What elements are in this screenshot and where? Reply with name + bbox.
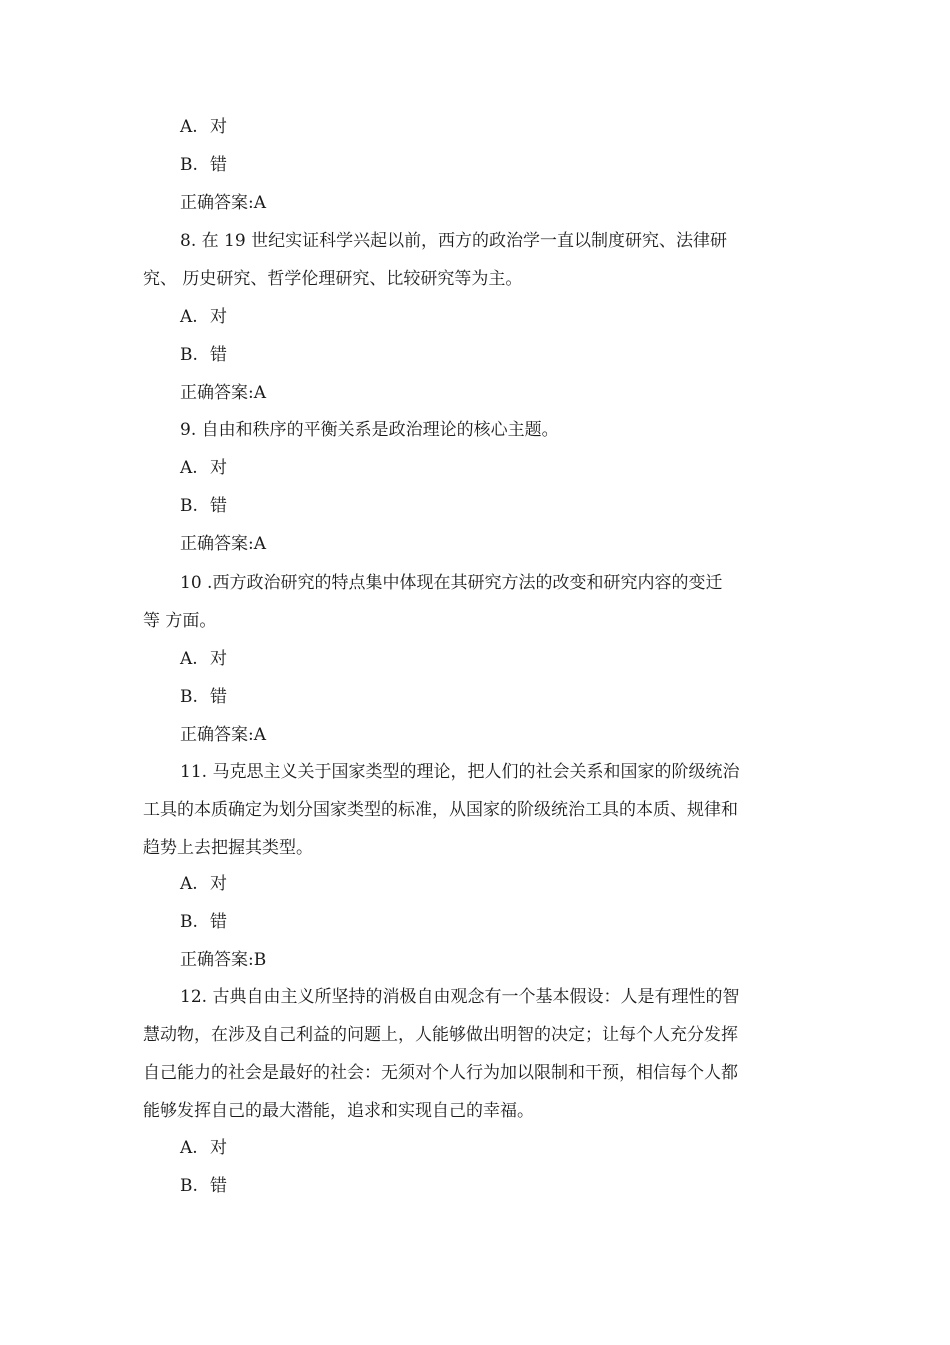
- correct-answer: 正确答案:A: [180, 193, 267, 213]
- option-text: 错: [210, 345, 227, 365]
- question-text-line: 等 方面。: [143, 611, 217, 631]
- option-label: B.: [180, 687, 198, 707]
- answer-option: [180, 874, 227, 894]
- option-label: B.: [180, 912, 198, 932]
- option-label: B.: [180, 496, 198, 516]
- option-label: A.: [180, 649, 198, 669]
- question-text-line: 能够发挥自己的最大潜能，追求和实现自己的幸福。: [143, 1101, 534, 1121]
- answer-option: [180, 307, 227, 327]
- option-label: A.: [180, 307, 198, 327]
- answer-option: [180, 155, 227, 175]
- option-text: 对: [210, 1138, 227, 1158]
- option-label: A.: [180, 117, 198, 137]
- correct-answer: 正确答案:A: [180, 383, 267, 403]
- option-text: 对: [210, 307, 227, 327]
- answer-option: [180, 1176, 227, 1196]
- question-text-line: 9. 自由和秩序的平衡关系是政治理论的核心主题。: [180, 420, 559, 440]
- answer-option: [180, 1138, 227, 1158]
- answer-option: [180, 345, 227, 365]
- question-text-line: 12. 古典自由主义所坚持的消极自由观念有一个基本假设：人是有理性的智: [180, 987, 740, 1007]
- answer-option: [180, 687, 227, 707]
- option-label: A.: [180, 1138, 198, 1158]
- option-text: 错: [210, 687, 227, 707]
- option-text: 错: [210, 1176, 227, 1196]
- answer-option: [180, 458, 227, 478]
- option-label: B.: [180, 155, 198, 175]
- answer-option: [180, 649, 227, 669]
- correct-answer: 正确答案:A: [180, 534, 267, 554]
- option-text: 对: [210, 874, 227, 894]
- option-text: 对: [210, 458, 227, 478]
- question-text-line: 10 .西方政治研究的特点集中体现在其研究方法的改变和研究内容的变迁: [180, 573, 723, 593]
- correct-answer: 正确答案:A: [180, 725, 267, 745]
- option-text: 错: [210, 912, 227, 932]
- question-text-line: 自己能力的社会是最好的社会：无须对个人行为加以限制和干预，相信每个人都: [143, 1063, 738, 1083]
- option-label: B.: [180, 1176, 198, 1196]
- answer-option: [180, 496, 227, 516]
- question-text-line: 8. 在 19 世纪实证科学兴起以前，西方的政治学一直以制度研究、法律研: [180, 231, 728, 251]
- option-text: 对: [210, 649, 227, 669]
- correct-answer: 正确答案:B: [180, 950, 267, 970]
- option-text: 对: [210, 117, 227, 137]
- answer-option: [180, 117, 227, 137]
- question-text-line: 11. 马克思主义关于国家类型的理论，把人们的社会关系和国家的阶级统治: [180, 762, 740, 782]
- question-text-line: 慧动物，在涉及自己利益的问题上，人能够做出明智的决定；让每个人充分发挥: [143, 1025, 738, 1045]
- option-text: 错: [210, 155, 227, 175]
- option-label: B.: [180, 345, 198, 365]
- question-text-line: 究、 历史研究、哲学伦理研究、比较研究等为主。: [143, 269, 523, 289]
- option-label: A.: [180, 458, 198, 478]
- option-label: A.: [180, 874, 198, 894]
- answer-option: [180, 912, 227, 932]
- question-text-line: 工具的本质确定为划分国家类型的标准，从国家的阶级统治工具的本质、规律和: [143, 800, 738, 820]
- question-text-line: 趋势上去把握其类型。: [143, 838, 313, 858]
- option-text: 错: [210, 496, 227, 516]
